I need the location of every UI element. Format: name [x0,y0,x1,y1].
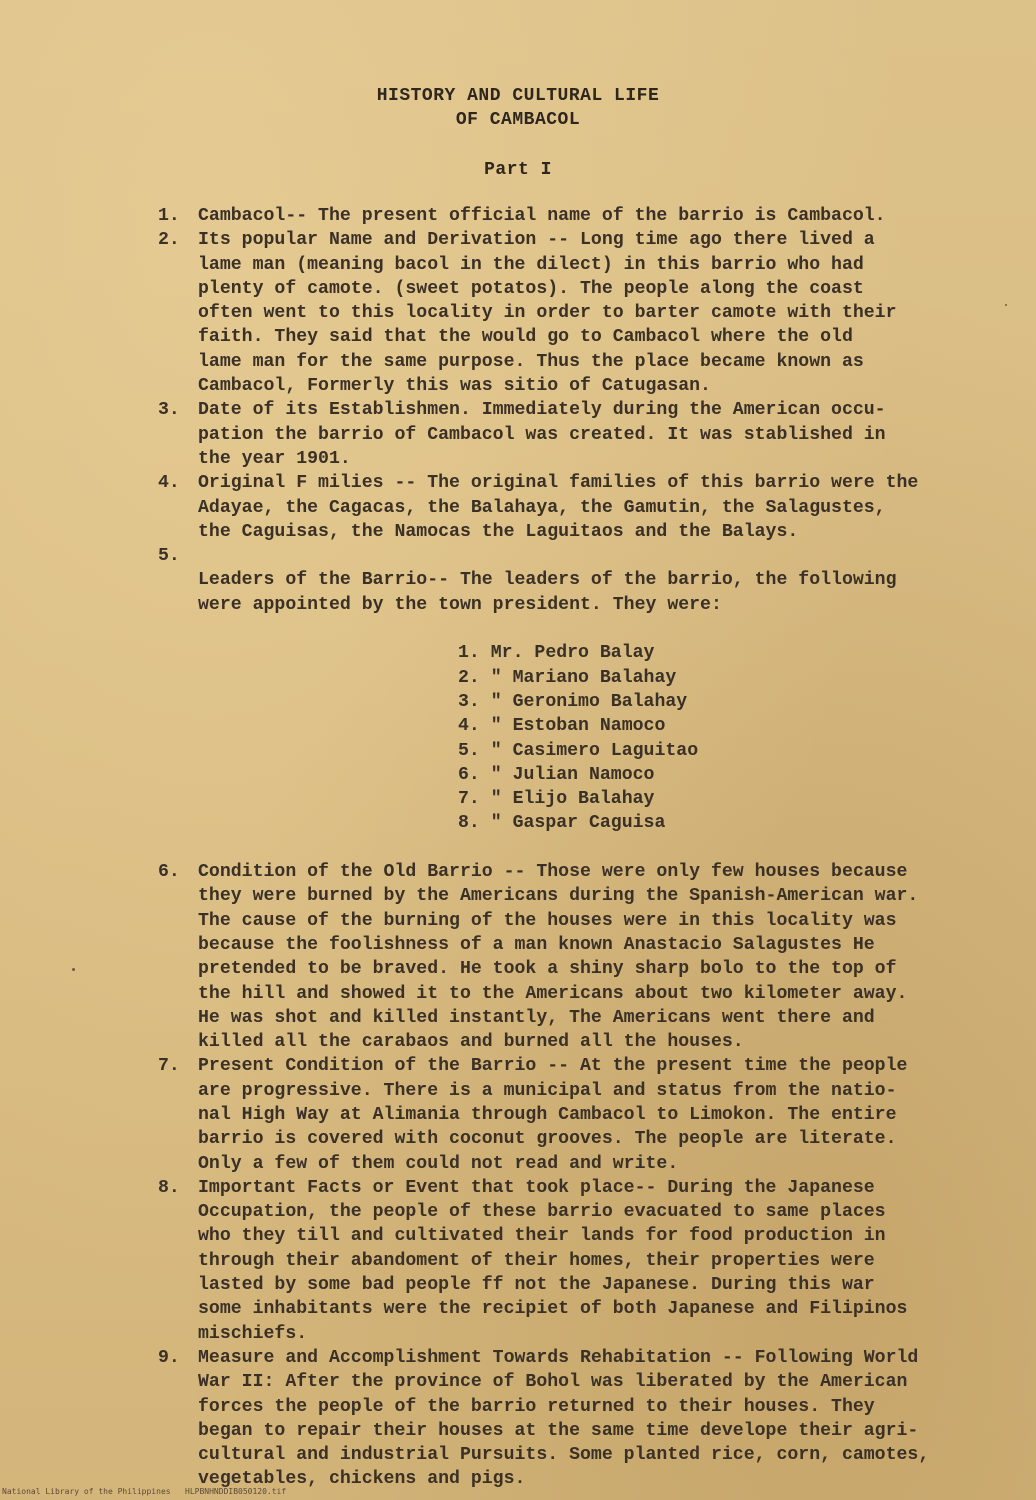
item-number: 4. [158,473,180,494]
list-item [158,1176,1008,1346]
item-text: Measure and Accomplishment Towards Rehabitation -- Following World War II: After the province of Bohol was liberated by the American forces the people of the barrio returned to their houses. They began to repair their houses at the same time develope their agri- cultural and industrial Pursuits. Some planted rice, corn, camotes, vegetables, chickens and pigs. [198,1347,930,1490]
list-item [158,228,1008,398]
item-number: 5. [158,546,180,567]
list-item [158,204,1008,228]
item-number: 7. [158,1056,180,1077]
paper-speck [72,968,75,971]
item-text-block [198,544,1008,860]
footer-source: National Library of the Philippines [2,1487,171,1496]
list-item [158,544,1008,860]
item-number: 8. [158,1177,180,1198]
footer-file: HLPBNHNDDIB050120.tif [185,1487,287,1496]
item-number: 2. [158,230,180,251]
item-text: Present Condition of the Barrio -- At the present time the people are progressive. There is a municipal and status from the natio- nal High Way at Alimania through Cambacol to Limokon. The entire barrio is covered with coconut grooves. The people are literate. Only a few of them could not read and write. [198,1056,908,1174]
list-item [158,398,1008,471]
item-text: Original F milies -- The original families of this barrio were the Adayae, the Cagacas, the Balahaya, the Gamutin, the Salagustes, the Caguisas, the Namocas the Laguitaos and the Balays. [198,473,919,542]
item-text: Date of its Establishmen. Immediately during the American occu- pation the barrio of Cambacol was created. It was stablished in the year 1901. [198,400,886,469]
item-text: Condition of the Old Barrio -- Those were only few houses because they were burned by the Americans during the Spanish-American war. The cause of the burning of the houses were in this locality was because the foolishness of a man known Anastacio Salagustes He pretended to be braved. He took a shiny sharp bolo to the top of the hill and showed it to the Americans about two kilometer away. He was shot and killed instantly, The Americans went there and killed all the carabaos and burned all the houses. [198,862,919,1053]
item-number: 9. [158,1347,180,1368]
item-text: Leaders of the Barrio-- The leaders of the barrio, the following were appointed by the town president. They were: [198,570,897,615]
list-item [158,471,1008,544]
item-text: Its popular Name and Derivation -- Long time ago there lived a lame man (meaning bacol in the dilect) in this barrio who had plenty of camote. (sweet potatos). The people along the coast often went to this locality in order to barter camote with their faith. They said that the would go to Cambacol where the old lame man for the same purpose. Thus the place became known as Cambacol, Formerly this was sitio of Catugasan. [198,230,897,397]
document-subtitle: OF CAMBACOL [455,110,581,130]
paper-speck [1005,304,1007,306]
item-number: 3. [158,400,180,421]
item-number: 1. [158,206,180,226]
leaders-list: 1. Mr. Pedro Balay 2. " Mariano Balahay 3. " Geronimo Balahay 4. " Estoban Namoco 5. " Casimero Laguitao 6. " Julian Namoco 7. " Elijo Balahay 8. " Gaspar Caguisa [458,643,699,834]
list-item [158,1054,1008,1175]
document-title: HISTORY AND CULTURAL LIFE [376,86,660,106]
part-heading: Part I [484,160,552,180]
item-text: Important Facts or Event that took place-- During the Japanese Occupation, the people of these barrio evacuated to same places who they till and cultivated their lands for food production in through their abandoment of their homes, their properties were lasted by some bad people ff not the Japanese. During this war some inhabitants were the recipiet of both Japanese and Filipinos mischiefs. [198,1177,908,1344]
list-item [158,1346,1008,1492]
scan-footer [2,1487,286,1496]
numbered-list [158,204,1008,1492]
item-number: 6. [158,862,180,883]
item-text: Cambacol-- The present official name of the barrio is Cambacol. [198,206,886,226]
list-item [158,860,1008,1054]
